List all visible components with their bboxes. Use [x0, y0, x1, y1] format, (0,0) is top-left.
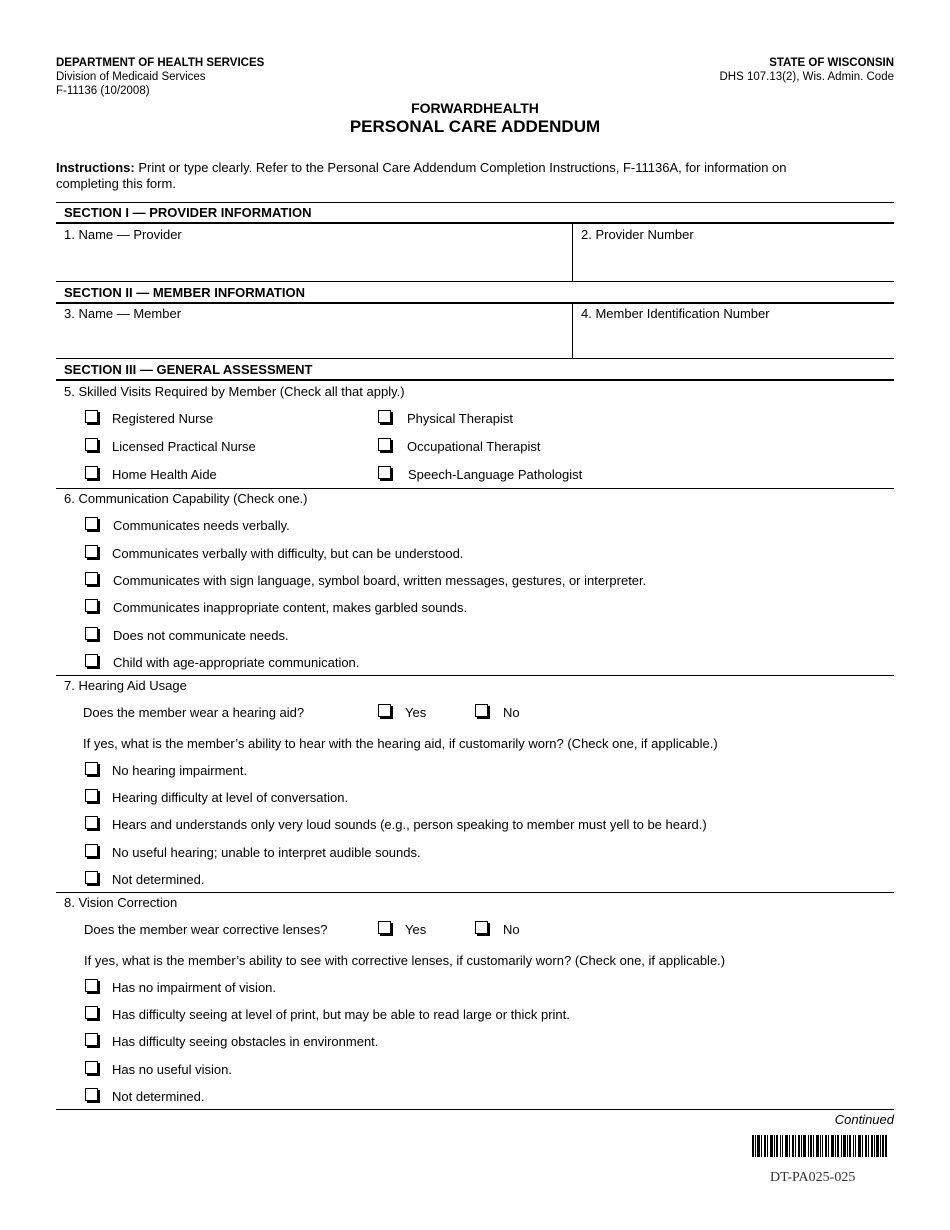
instructions-label: Instructions: [56, 160, 135, 175]
option-hearing-loud-sounds: Hears and understands only very loud sounds (e.g., person speaking to member must yell to be heard.) [112, 817, 707, 832]
section2-title: SECTION II — MEMBER INFORMATION [64, 285, 305, 300]
checkbox-comm-sign-language[interactable] [85, 572, 98, 585]
q5-bottom-rule [56, 488, 894, 489]
section3-top-rule [56, 358, 894, 359]
checkbox-vision-no-useful[interactable] [85, 1061, 98, 1074]
checkbox-hearing-aid-yes[interactable] [378, 704, 391, 717]
q8-question: Does the member wear corrective lenses? [84, 922, 328, 937]
q6-label: 6. Communication Capability (Check one.) [64, 491, 308, 506]
checkbox-lenses-yes[interactable] [378, 921, 391, 934]
section1-title-rule [56, 222, 894, 224]
q7-label: 7. Hearing Aid Usage [64, 678, 187, 693]
checkbox-hearing-no-useful[interactable] [85, 844, 98, 857]
member-name-label: 3. Name — Member [64, 306, 182, 321]
member-id-label: 4. Member Identification Number [581, 306, 770, 321]
section1-title: SECTION I — PROVIDER INFORMATION [64, 205, 312, 220]
checkbox-vision-not-determined[interactable] [85, 1088, 98, 1101]
checkbox-lenses-no[interactable] [475, 921, 488, 934]
option-speech-language-pathologist: Speech-Language Pathologist [408, 467, 583, 482]
option-occupational-therapist: Occupational Therapist [407, 439, 541, 454]
option-vision-not-determined: Not determined. [112, 1089, 205, 1104]
member-id-field[interactable] [580, 324, 890, 356]
checkbox-comm-child[interactable] [85, 654, 98, 667]
q5-label: 5. Skilled Visits Required by Member (Check all that apply.) [64, 384, 405, 399]
checkbox-speech-language-pathologist[interactable] [378, 466, 391, 479]
checkbox-hearing-not-determined[interactable] [85, 871, 98, 884]
option-comm-difficulty: Communicates verbally with difficulty, but can be understood. [112, 546, 464, 561]
option-home-health-aide: Home Health Aide [112, 467, 217, 482]
checkbox-hearing-aid-no[interactable] [475, 704, 488, 717]
checkbox-vision-print[interactable] [85, 1006, 98, 1019]
barcode-image [752, 1135, 887, 1157]
department-name: DEPARTMENT OF HEALTH SERVICES [56, 57, 265, 69]
q7-bottom-rule [56, 892, 894, 893]
section2-title-rule [56, 302, 894, 304]
instructions-text-1: Print or type clearly. Refer to the Personal Care Addendum Completion Instructions, F-11136A, for information on [134, 160, 787, 175]
option-hearing-no-useful: No useful hearing; unable to interpret audible sounds. [112, 845, 421, 860]
option-comm-child: Child with age-appropriate communication. [113, 655, 360, 670]
section3-title-rule [56, 379, 894, 381]
continued-note: Continued [834, 1112, 894, 1127]
option-vision-no-impairment: Has no impairment of vision. [112, 980, 277, 995]
option-registered-nurse: Registered Nurse [112, 411, 214, 426]
state-name: STATE OF WISCONSIN [769, 57, 894, 69]
section2-top-rule [56, 281, 894, 282]
checkbox-comm-difficulty[interactable] [85, 545, 98, 558]
option-comm-sign-language: Communicates with sign language, symbol board, written messages, gestures, or interpreter. [113, 573, 647, 588]
option-licensed-practical-nurse: Licensed Practical Nurse [112, 439, 256, 454]
option-physical-therapist: Physical Therapist [407, 411, 513, 426]
checkbox-vision-obstacles[interactable] [85, 1033, 98, 1046]
section3-title: SECTION III — GENERAL ASSESSMENT [64, 362, 313, 377]
provider-number-field[interactable] [580, 246, 890, 278]
hearing-aid-yes-label: Yes [405, 705, 427, 720]
checkbox-comm-none[interactable] [85, 627, 98, 640]
division-name: Division of Medicaid Services [56, 71, 206, 83]
checkbox-licensed-practical-nurse[interactable] [85, 438, 98, 451]
option-hearing-no-impairment: No hearing impairment. [112, 763, 248, 778]
checkbox-occupational-therapist[interactable] [378, 438, 391, 451]
q6-bottom-rule [56, 675, 894, 676]
checkbox-registered-nurse[interactable] [85, 410, 98, 423]
form-number: F-11136 (10/2008) [56, 85, 150, 97]
provider-name-label: 1. Name — Provider [64, 227, 182, 242]
q7-followup: If yes, what is the member’s ability to hear with the hearing aid, if customarily worn? (Check one, if applicable.) [83, 736, 718, 751]
checkbox-physical-therapist[interactable] [378, 410, 391, 423]
checkbox-comm-verbal[interactable] [85, 517, 98, 530]
member-name-field[interactable] [64, 324, 564, 356]
q8-bottom-rule [56, 1109, 894, 1110]
document-code: DT-PA025-025 [770, 1170, 856, 1185]
checkbox-vision-no-impairment[interactable] [85, 979, 98, 992]
option-comm-none: Does not communicate needs. [113, 628, 289, 643]
checkbox-hearing-loud-sounds[interactable] [85, 816, 98, 829]
provider-name-field[interactable] [64, 246, 564, 278]
option-hearing-not-determined: Not determined. [112, 872, 205, 887]
lenses-no-label: No [503, 922, 520, 937]
option-comm-verbal: Communicates needs verbally. [113, 518, 290, 533]
provider-number-label: 2. Provider Number [581, 227, 694, 242]
option-vision-obstacles: Has difficulty seeing obstacles in environment. [112, 1034, 379, 1049]
lenses-yes-label: Yes [405, 922, 427, 937]
checkbox-hearing-conversation[interactable] [85, 789, 98, 802]
page-title: PERSONAL CARE ADDENDUM [349, 117, 601, 136]
program-name: FORWARDHEALTH [411, 100, 539, 116]
admin-code: DHS 107.13(2), Wis. Admin. Code [719, 71, 894, 83]
q8-followup: If yes, what is the member’s ability to see with corrective lenses, if customarily worn? (Check one, if applicable.) [84, 953, 726, 968]
checkbox-comm-garbled[interactable] [85, 599, 98, 612]
section2-divider [572, 303, 573, 358]
option-vision-no-useful: Has no useful vision. [112, 1062, 232, 1077]
hearing-aid-no-label: No [503, 705, 520, 720]
instructions [56, 160, 896, 192]
option-hearing-conversation: Hearing difficulty at level of conversation. [112, 790, 349, 805]
section1-top-rule [56, 202, 894, 203]
option-vision-print: Has difficulty seeing at level of print, but may be able to read large or thick print. [112, 1007, 570, 1022]
checkbox-home-health-aide[interactable] [85, 466, 98, 479]
checkbox-hearing-no-impairment[interactable] [85, 762, 98, 775]
q8-label: 8. Vision Correction [64, 895, 178, 910]
option-comm-garbled: Communicates inappropriate content, makes garbled sounds. [113, 600, 468, 615]
instructions-text-2: completing this form. [56, 176, 176, 191]
section1-divider [572, 223, 573, 281]
q7-question: Does the member wear a hearing aid? [83, 705, 305, 720]
